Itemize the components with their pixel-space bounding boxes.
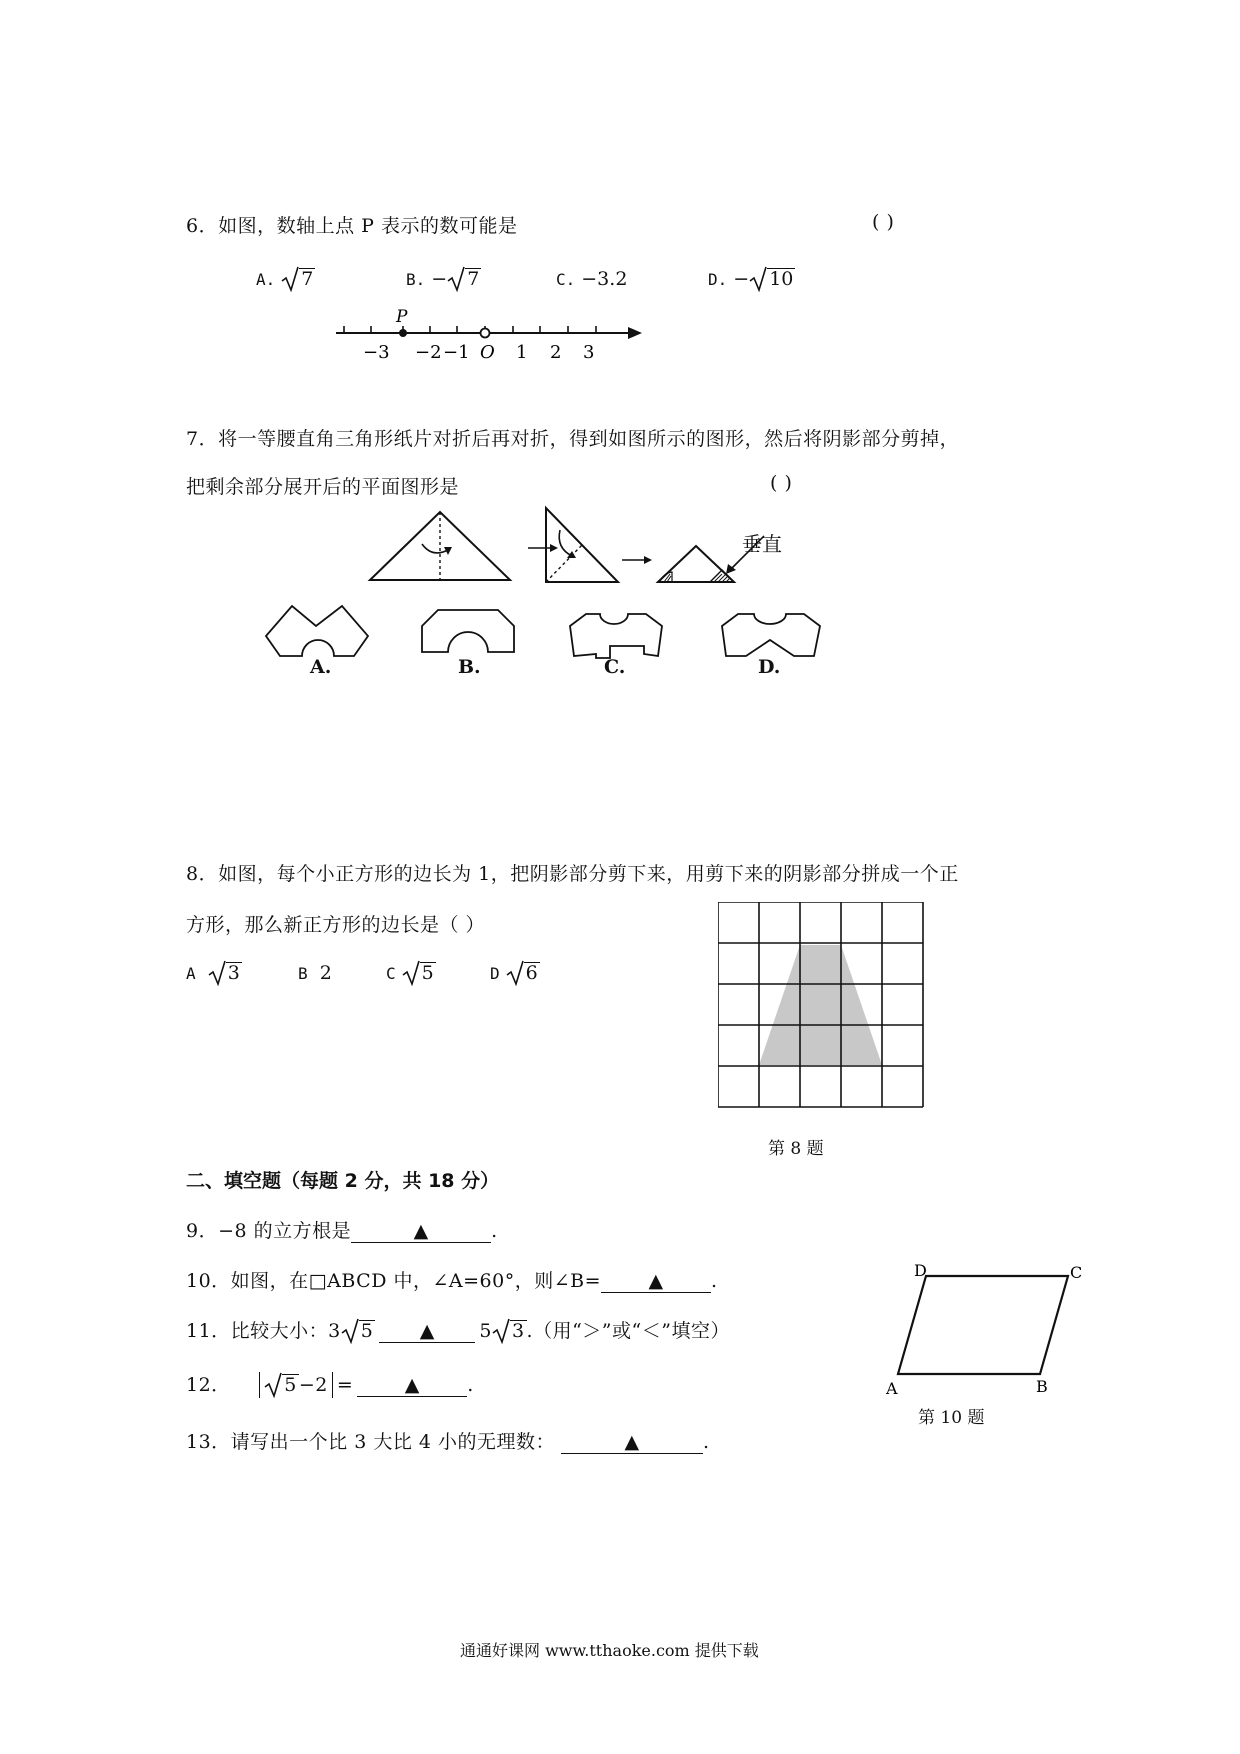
blank-marker-icon: ▲ (404, 1374, 420, 1396)
minus-sign: − (431, 268, 448, 290)
sqrt-expression (281, 268, 315, 290)
q6-stem: 6．如图，数轴上点 P 表示的数可能是 (186, 215, 518, 237)
q8-option-c (386, 962, 436, 984)
shaded-trapezoid (759, 945, 882, 1065)
arrow-right-icon (628, 327, 642, 339)
blank-marker-icon: ▲ (624, 1431, 640, 1453)
number-line-tick-label: O (480, 342, 495, 363)
number-line-tick-label: −3 (363, 342, 390, 363)
option-label: D (490, 964, 500, 983)
q10-prefix: 10．如图，在□ABCD 中，∠A=60°，则∠B= (186, 1270, 602, 1292)
q12-prefix: 12． (186, 1374, 231, 1396)
q6-option-c (556, 268, 627, 290)
sqrt-expression (749, 268, 795, 290)
q10-answer-blank[interactable] (601, 1270, 711, 1293)
q11-suffix: .（用“＞”或“＜”填空） (526, 1320, 730, 1342)
blank-marker-icon: ▲ (648, 1270, 664, 1292)
arrowhead-icon (644, 556, 652, 564)
q8-option-b (298, 962, 332, 984)
q10 (186, 1266, 718, 1293)
q9-answer-blank[interactable] (351, 1220, 491, 1243)
radical-sign-icon (402, 960, 420, 986)
vertex-label-a: A (886, 1379, 898, 1396)
radical-sign-icon (281, 266, 299, 292)
q13-answer-blank[interactable] (561, 1431, 703, 1454)
sqrt-expression (208, 962, 242, 984)
blank-marker-icon: ▲ (413, 1220, 429, 1242)
radicand: 7 (467, 268, 480, 290)
option-value: 2 (319, 962, 332, 984)
radicand: 3 (227, 962, 240, 984)
q10-suffix: . (711, 1270, 718, 1292)
q8-option-a (186, 962, 242, 984)
number-line-tick-label: 1 (516, 342, 528, 363)
triangle-folded-twice (658, 546, 734, 582)
option-label: B (298, 964, 308, 983)
q13-prefix: 13．请写出一个比 3 大比 4 小的无理数： (186, 1431, 556, 1453)
q12-suffix: . (467, 1374, 474, 1396)
vertex-label-d: D (914, 1261, 927, 1280)
radical-sign-icon (208, 960, 226, 986)
radical-sign-icon (749, 266, 767, 292)
q11-coefficient: 5 (479, 1320, 492, 1342)
option-value: −3.2 (581, 268, 628, 290)
minus-sign: − (733, 268, 750, 290)
q12-answer-blank[interactable] (357, 1374, 467, 1397)
q8-grid-figure (718, 902, 924, 1108)
q6-number-line (330, 300, 650, 370)
q11 (186, 1316, 730, 1343)
point-p-label: P (396, 307, 408, 327)
option-label: B. (406, 270, 426, 289)
shape-option-c (570, 614, 662, 658)
option-label: D. (708, 270, 728, 289)
q9-suffix: . (491, 1220, 498, 1242)
number-line-tick-label: 2 (550, 342, 562, 363)
q7-annotation-perpendicular: 垂直 (742, 532, 782, 556)
q9 (186, 1216, 498, 1243)
blank-marker-icon: ▲ (419, 1320, 435, 1342)
sqrt-expression (402, 962, 436, 984)
radical-sign-icon (506, 960, 524, 986)
parallelogram-abcd (898, 1276, 1068, 1374)
option-label: C (386, 964, 396, 983)
radicand: 5 (421, 962, 434, 984)
option-label: A. (256, 270, 276, 289)
q7-option-d-label: D. (758, 656, 781, 678)
shape-option-b (422, 610, 514, 652)
q11-prefix: 11．比较大小：3 (186, 1320, 341, 1342)
q8-stem-line1: 8．如图，每个小正方形的边长为 1，把阴影部分剪下来，用剪下来的阴影部分拼成一个正 (186, 863, 959, 885)
sqrt-expression (264, 1374, 299, 1396)
radical-sign-icon (492, 1318, 510, 1344)
q7-answer-paren: ( ) (770, 472, 793, 494)
q8-option-d (490, 962, 540, 984)
radical-sign-icon (341, 1318, 359, 1344)
q6-option-d (708, 268, 795, 290)
absolute-value-bars (259, 1372, 333, 1398)
sqrt-expression (447, 268, 481, 290)
vertex-label-b: B (1036, 1377, 1048, 1396)
q11-answer-blank[interactable] (379, 1320, 475, 1343)
q10-parallelogram-figure (880, 1256, 1100, 1396)
option-label: A (186, 964, 196, 983)
q10-caption: 第 10 题 (918, 1408, 985, 1428)
radicand: 5 (360, 1320, 374, 1342)
q7-option-a-label: A. (310, 656, 332, 678)
radical-sign-icon (447, 266, 465, 292)
q7-stem-line2: 把剩余部分展开后的平面图形是 (186, 476, 460, 498)
q6-option-a (256, 268, 315, 290)
q7-answer-shapes (260, 600, 840, 680)
section-heading-fill-in: 二、填空题（每题 2 分，共 18 分） (186, 1170, 500, 1192)
q13 (186, 1427, 710, 1454)
radicand: 7 (301, 268, 314, 290)
option-label: C. (556, 270, 576, 289)
q12-equals: = (336, 1374, 354, 1396)
radicand: 5 (284, 1374, 297, 1396)
shape-option-a (266, 606, 368, 656)
q8-caption: 第 8 题 (768, 1139, 824, 1159)
shape-option-d (722, 614, 820, 656)
point-p (399, 329, 407, 337)
q7-option-c-label: C. (604, 656, 626, 678)
radical-sign-icon (264, 1372, 282, 1398)
radicand: 6 (525, 962, 538, 984)
q12-inner: −2 (298, 1374, 328, 1396)
q6-option-b (406, 268, 481, 290)
sqrt-expression (341, 1320, 376, 1342)
vertex-label-c: C (1070, 1263, 1083, 1282)
q7-option-b-label: B. (458, 656, 481, 678)
q9-prefix: 9．−8 的立方根是 (186, 1220, 352, 1242)
footer-source: 通通好课网 www.tthaoke.com 提供下载 (460, 1641, 759, 1660)
radicand: 3 (511, 1320, 525, 1342)
sqrt-expression (492, 1320, 527, 1342)
number-line-tick-label: 3 (583, 342, 595, 363)
q7-stem-line1: 7．将一等腰直角三角形纸片对折后再对折，得到如图所示的图形，然后将阴影部分剪掉， (186, 428, 960, 450)
q12 (186, 1370, 474, 1398)
q13-suffix: . (703, 1431, 710, 1453)
q8-stem-line2: 方形，那么新正方形的边长是（ ） (186, 914, 486, 936)
sqrt-expression (506, 962, 540, 984)
origin-point (481, 329, 490, 338)
q6-answer-paren: ( ) (872, 211, 895, 233)
number-line-tick-label: −1 (443, 342, 470, 363)
radicand: 10 (769, 268, 794, 290)
number-line-tick-label: −2 (415, 342, 442, 363)
